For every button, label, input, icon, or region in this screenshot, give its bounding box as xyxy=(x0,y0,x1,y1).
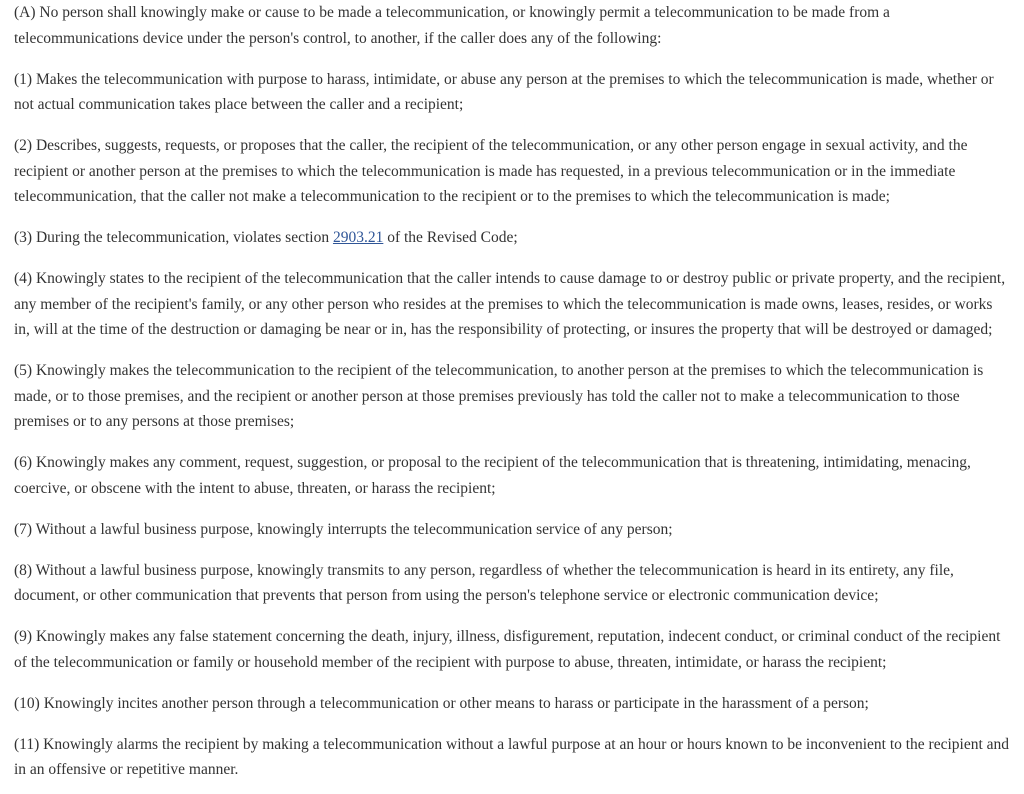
paragraph-2: (2) Describes, suggests, requests, or proposes that the caller, the recipient of the telecommunication, or any other person engage in sexual activity, and the recipient or another person at the premises to which the telecommunication is made has requested, in a previous telecommunication or in the immediate telecommunication, that the caller not make a telecommunication to the recipient or to the premises to which the telecommunication is made; xyxy=(14,137,968,205)
paragraph-10: (10) Knowingly incites another person through a telecommunication or other means to harass or participate in the harassment of a person; xyxy=(14,694,869,712)
paragraph-a: (A) No person shall knowingly make or cause to be made a telecommunication, or knowingly permit a telecommunication to be made from a telecommunications device under the person's control, to another, if the caller does any of the following: xyxy=(14,4,890,47)
paragraph-5: (5) Knowingly makes the telecommunication to the recipient of the telecommunication, to another person at the premises to which the telecommunication is made, or to those premises, and the recipient or another person at those premises previously has told the caller not to make a telecommunication to those premises or to any persons at those premises; xyxy=(14,362,984,430)
paragraph-3-text-before: (3) During the telecommunication, violates section xyxy=(14,229,333,246)
paragraph-3 xyxy=(14,225,1010,251)
paragraph-6: (6) Knowingly makes any comment, request, suggestion, or proposal to the recipient of the telecommunication that is threatening, intimidating, menacing, coercive, or obscene with the intent to abuse, threaten, or harass the recipient; xyxy=(14,454,971,497)
paragraph-3-text-after: of the Revised Code; xyxy=(383,229,518,246)
paragraph-9: (9) Knowingly makes any false statement concerning the death, injury, illness, disfigurement, reputation, indecent conduct, or criminal conduct of the recipient of the telecommunication or family or household member of the recipient with purpose to abuse, threaten, intimidate, or harass the recipient; xyxy=(14,628,1001,671)
paragraph-4: (4) Knowingly states to the recipient of the telecommunication that the caller intends to cause damage to or destroy public or private property, and the recipient, any member of the recipient's family, or any other person who resides at the premises to which the telecommunication is made owns, leases, resides, or works in, will at the time of the destruction or damaging be near or in, has the responsibility of protecting, or insures the property that will be destroyed or damaged; xyxy=(14,270,1006,338)
paragraph-8: (8) Without a lawful business purpose, knowingly transmits to any person, regardless of whether the telecommunication is heard in its entirety, any file, document, or other communication that prevents that person from using the person's telephone service or electronic communication device; xyxy=(14,561,954,604)
paragraph-11: (11) Knowingly alarms the recipient by making a telecommunication without a lawful purpose at an hour or hours known to be inconvenient to the recipient and in an offensive or repetitive manner. xyxy=(14,735,1010,778)
paragraph-7: (7) Without a lawful business purpose, knowingly interrupts the telecommunication service of any person; xyxy=(14,520,673,538)
paragraph-1: (1) Makes the telecommunication with purpose to harass, intimidate, or abuse any person at the premises to which the telecommunication is made, whether or not actual communication takes place between the caller and a recipient; xyxy=(14,70,994,113)
revised-code-section-link[interactable]: 2903.21 xyxy=(332,229,384,246)
